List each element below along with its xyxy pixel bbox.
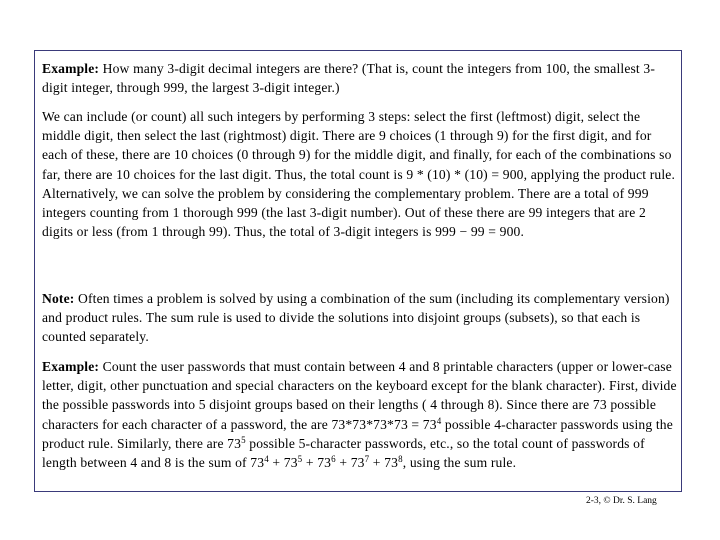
example-paragraph-2 xyxy=(42,357,678,472)
exponent: 4 xyxy=(436,415,442,426)
password-text-b: possible 4-character passwords using the product rule. Similarly, there are 73 xyxy=(42,416,673,451)
note-paragraph xyxy=(42,289,678,347)
password-text-d: , using the sum rule. xyxy=(402,455,517,471)
solution-paragraph xyxy=(42,107,678,241)
example-label: Example: xyxy=(42,61,100,76)
password-text-c: possible 5-character passwords, etc., so the total count of passwords of length between 4 and 8 is the sum of 73 xyxy=(42,435,645,471)
exponent: 6 xyxy=(331,454,336,465)
complementary-solution: Alternatively, we can solve the problem by considering the complementary problem. There are a total of 999 integers counting from 1 thorough 999 (the last 3-digit number). Out of these there are 99 integers that are 2 digits or less (from 1 through 99). Thus, the total of 3-digit integers is 999 − 99 = 900. xyxy=(42,185,649,240)
product-rule-solution: We can include (or count) all such integers by performing 3 steps: select the first (leftmost) digit, select the middle digit, then select the last (rightmost) digit. There are 9 choices (1 through 9) for the first digit, and for each of these, there are 10 choices (0 through 9) for the middle digit, and finally, for each of the combinations so far, there are 10 choices for the last digit. Thus, the total count is 9 * (10) * (10) = 900, applying the product rule. xyxy=(42,109,676,182)
sum-plus: + 73 xyxy=(335,455,365,471)
exponent: 8 xyxy=(398,454,403,465)
note-label: Note: xyxy=(42,291,75,306)
exponent: 5 xyxy=(241,434,246,445)
exponent: 5 xyxy=(297,454,303,465)
password-text-a: Count the user passwords that must contain between 4 and 8 printable characters (upper or lower-case letter, digit, other punctuation and special characters on the keyboard except for the blank character). First, divide the possible passwords into 5 disjoint groups based on their lengths ( 4 through 8). Since there are 73 possible characters for each character of a password, the are 73*73*73*73 = 73 xyxy=(42,359,677,432)
sum-plus: + 73 xyxy=(302,455,332,471)
sum-plus: + 73 xyxy=(369,455,399,471)
example-question-text: How many 3-digit decimal integers are there? (That is, count the integers from 100, the smallest 3-digit integer, through 999, the largest 3-digit integer.) xyxy=(42,61,656,96)
exponent: 4 xyxy=(264,454,269,465)
slide-footer: 2-3, © Dr. S. Lang xyxy=(586,496,657,506)
example-paragraph-1 xyxy=(42,59,678,97)
example-label-2: Example: xyxy=(42,359,100,374)
exponent: 7 xyxy=(364,454,370,465)
note-text: Often times a problem is solved by using a combination of the sum (including its complementary version) and product rules. The sum rule is used to divide the solutions into disjoint groups (subsets), so that each is counted separately. xyxy=(42,291,670,345)
sum-plus: + 73 xyxy=(268,455,298,471)
